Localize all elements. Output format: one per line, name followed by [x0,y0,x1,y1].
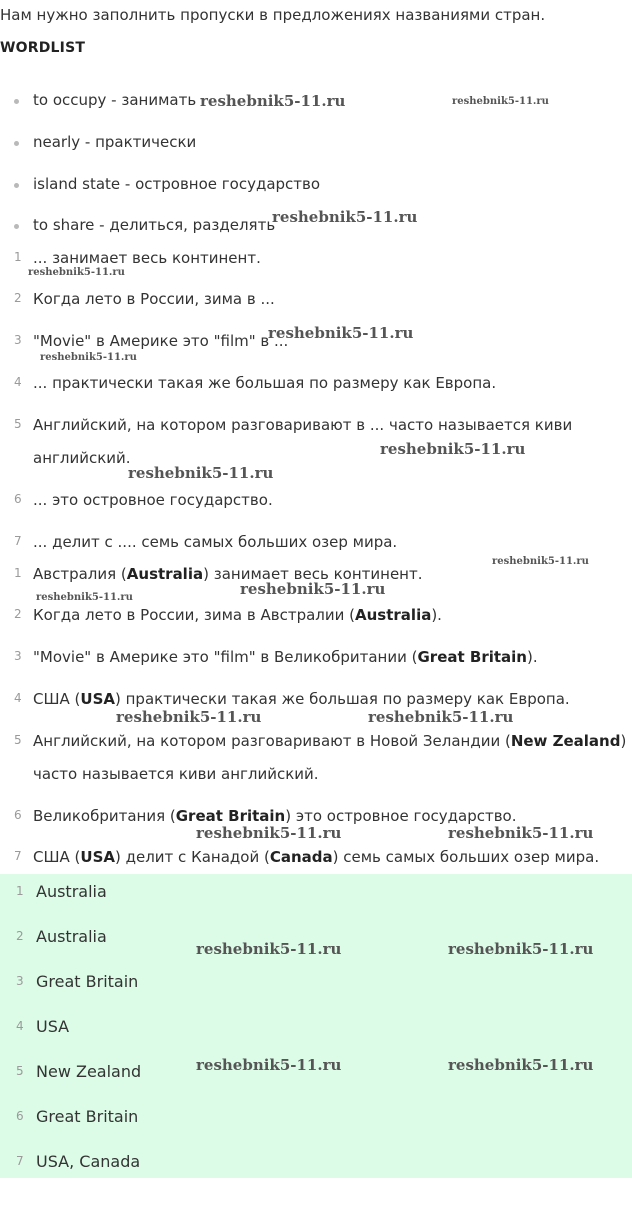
intro-text: Нам нужно заполнить пропуски в предложениях названиями стран. [0,6,546,24]
bullet-dot-icon [14,224,19,229]
watermark: reshebnik5-11.ru [116,708,262,726]
answer-number: 1 [16,884,24,898]
answer-bold: Great Britain [417,648,527,666]
watermark: reshebnik5-11.ru [196,940,342,958]
bullet-dot-icon [14,99,19,104]
solution-text: "Movie" в Америке это "film" в Великобритании (Great Britain). [33,648,538,666]
answer-number: 4 [16,1019,24,1033]
watermark: reshebnik5-11.ru [448,824,594,842]
watermark: reshebnik5-11.ru [36,592,133,603]
solution-text: Великобритания (Great Britain) это островное государство. [33,807,517,825]
watermark: reshebnik5-11.ru [196,1056,342,1074]
wordlist-item-text: island state - островное государство [33,175,321,193]
wordlist-item-text: nearly - практически [33,133,197,151]
answer-text: USA [36,1017,70,1036]
answer-bold: Australia [126,565,204,583]
solution-number: 4 [14,691,22,705]
watermark: reshebnik5-11.ru [28,267,125,278]
solution-number: 6 [14,808,22,822]
answer-number: 7 [16,1154,24,1168]
solution-text: США (USA) практически такая же большая по размеру как Европа. [33,690,570,708]
task-text: ... занимает весь континент. [33,249,261,267]
answer-number: 6 [16,1109,24,1123]
solution-number: 5 [14,733,22,747]
answer-bold: USA [80,848,115,866]
watermark: reshebnik5-11.ru [40,352,137,363]
task-text: "Movie" в Америке это "film" в ... [33,332,289,350]
watermark: reshebnik5-11.ru [368,708,514,726]
watermark: reshebnik5-11.ru [128,464,274,482]
watermark: reshebnik5-11.ru [240,580,386,598]
answer-number: 2 [16,929,24,943]
watermark: reshebnik5-11.ru [272,208,418,226]
answer-bold: Australia [355,606,432,624]
task-text: Английский, на котором разговаривают в ... часто называется киви [33,416,573,434]
solution-number: 2 [14,607,22,621]
watermark: reshebnik5-11.ru [196,824,342,842]
answer-text: Great Britain [36,972,139,991]
task-text: ... это островное государство. [33,491,273,509]
solution-text: США (USA) делит с Канадой (Canada) семь самых больших озер мира. [33,848,600,866]
wordlist-item-text: to share - делиться, разделять [33,216,276,234]
answer-bold: Great Britain [175,807,286,825]
task-text: английский. [33,449,131,467]
answer-text: USA, Canada [36,1152,141,1171]
answer-bold: USA [80,690,115,708]
answer-number: 5 [16,1064,24,1078]
answer-bold: Canada [269,848,333,866]
task-number: 1 [14,250,22,264]
solution-number: 3 [14,649,22,663]
wordlist-item-text: to occupy - занимать [33,91,197,109]
watermark: reshebnik5-11.ru [448,1056,594,1074]
solution-text: Когда лето в России, зима в Австралии (Australia). [33,606,442,624]
answer-text: Great Britain [36,1107,139,1126]
answer-bold: New Zealand [510,732,621,750]
watermark: reshebnik5-11.ru [200,92,346,110]
solution-number: 7 [14,849,22,863]
solution-number: 1 [14,566,22,580]
solution-text: часто называется киви английский. [33,765,319,783]
watermark: reshebnik5-11.ru [492,556,589,567]
answer-text: Australia [36,882,107,901]
task-text: ... делит с .... семь самых больших озер мира. [33,533,398,551]
answer-text: Australia [36,927,107,946]
watermark: reshebnik5-11.ru [268,324,414,342]
task-number: 4 [14,375,22,389]
task-text: ... практически такая же большая по размеру как Европа. [33,374,497,392]
task-number: 5 [14,417,22,431]
answer-number: 3 [16,974,24,988]
bullet-dot-icon [14,183,19,188]
answer-text: New Zealand [36,1062,142,1081]
watermark: reshebnik5-11.ru [448,940,594,958]
bullet-dot-icon [14,141,19,146]
task-number: 2 [14,291,22,305]
watermark: reshebnik5-11.ru [380,440,526,458]
solution-text: Английский, на котором разговаривают в Новой Зеландии (New Zealand) [33,732,627,750]
task-number: 3 [14,333,22,347]
watermark: reshebnik5-11.ru [452,96,549,107]
task-number: 7 [14,534,22,548]
solution-text: Австралия (Australia) занимает весь континент. [33,565,423,583]
answers-panel [0,874,632,1178]
wordlist-title: WORDLIST [0,40,86,56]
task-number: 6 [14,492,22,506]
task-text: Когда лето в России, зима в ... [33,290,275,308]
